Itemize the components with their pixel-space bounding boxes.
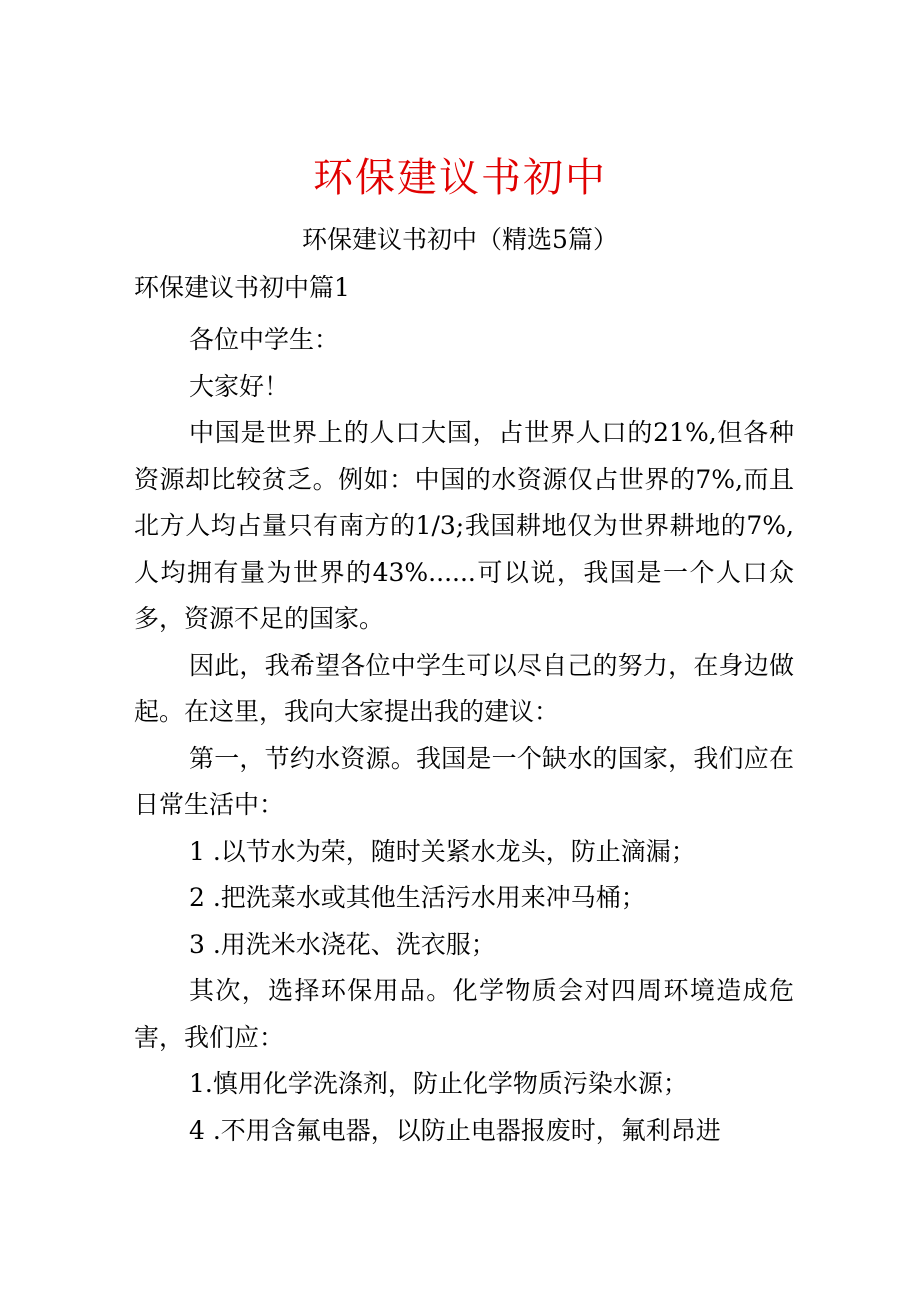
section-heading: 环保建议书初中篇1	[134, 273, 350, 302]
paragraph-population: 中国是世界上的人口大国，占世界人口的21%,但各种资源却比较贫乏。例如：中国的水资源仅占世界的7%,而且北方人均占量只有南方的1/3;我国耕地仅为世界耕地的7%,人均拥有量为世界的43%......可以说，我国是一个人口众多，资源不足的国家。	[134, 418, 794, 633]
paragraph-suggestion-intro: 因此，我希望各位中学生可以尽自己的努力，在身边做起。在这里，我向大家提出我的建议：	[134, 650, 794, 726]
salutation: 大家好！	[189, 371, 290, 401]
list-item: 3 .用洗米水浇花、洗衣服；	[189, 929, 496, 959]
paragraph-eco-products: 其次，选择环保用品。化学物质会对四周环境造成危害，我们应：	[134, 976, 794, 1052]
paragraph-save-water: 第一，节约水资源。我国是一个缺水的国家，我们应在日常生活中：	[134, 743, 794, 819]
list-item: 1 .以节水为荣，随时关紧水龙头，防止滴漏；	[189, 836, 696, 866]
document-body	[134, 317, 794, 1154]
greeting: 各位中学生：	[189, 325, 340, 354]
list-item: 1.慎用化学洗涤剂，防止化学物质污染水源；	[189, 1069, 688, 1098]
document-subtitle: 环保建议书初中（精选5篇）	[302, 225, 618, 254]
list-item: 2 .把洗菜水或其他生活污水用来冲马桶；	[189, 883, 646, 912]
list-item: 4 .不用含氟电器，以防止电器报废时，氟利昂进	[189, 1115, 721, 1145]
document-title: 环保建议书初中	[313, 155, 607, 201]
